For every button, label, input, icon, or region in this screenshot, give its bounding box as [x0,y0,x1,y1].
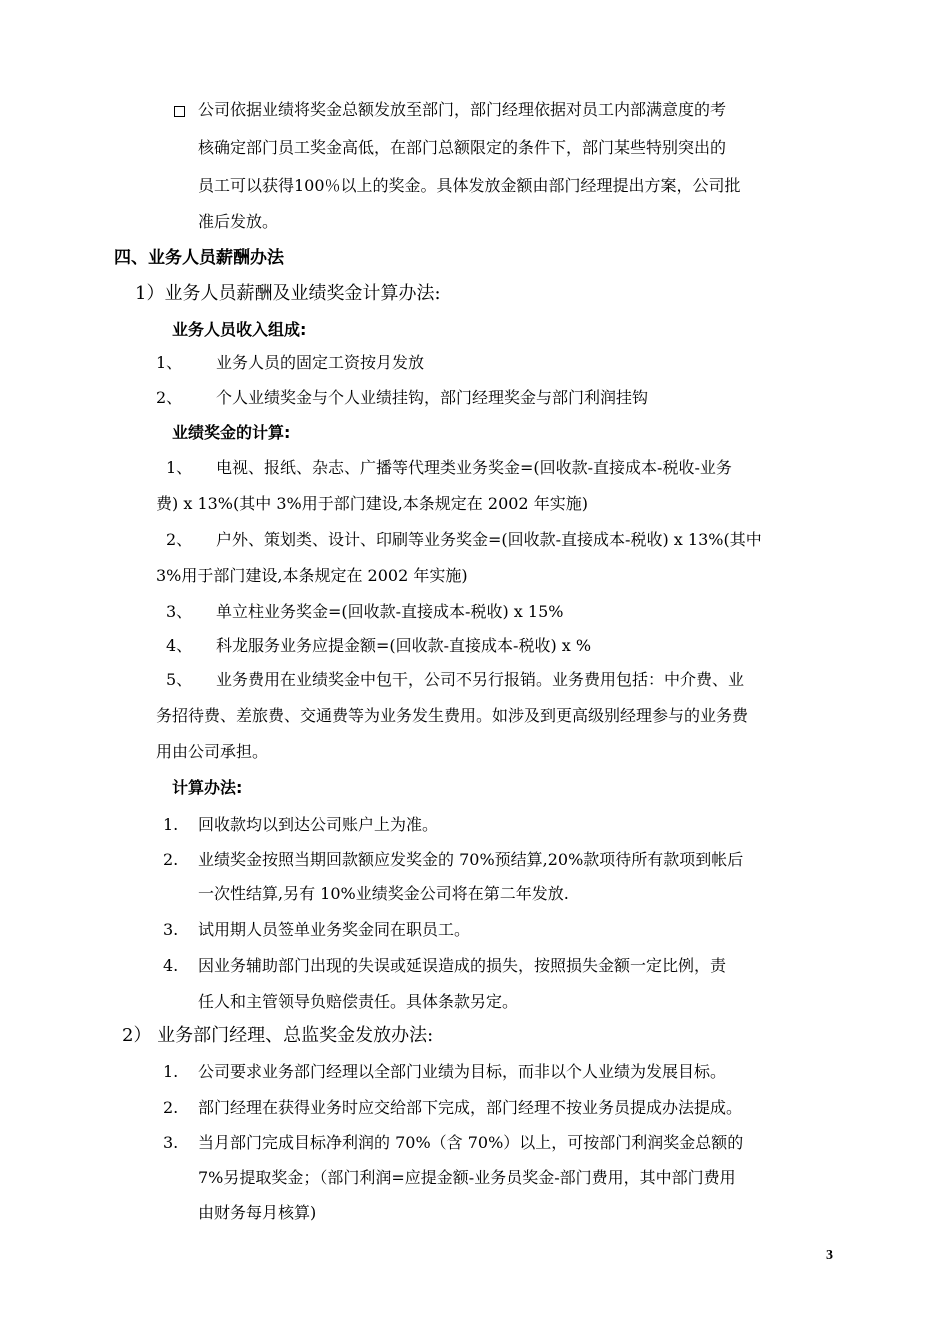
calc-title: 计算办法: [172,778,243,797]
calc-item-1-num: 1. [163,815,179,834]
manager-item-1-line1: 公司要求业务部门经理以全部门业绩为目标，而非以个人业绩为发展目标。 [198,1062,727,1081]
manager-item-3-line1: 当月部门完成目标净利润的 70%（含 70%）以上，可按部门利润奖金总额的 [198,1133,744,1152]
calc-item-3-num: 3. [163,920,179,939]
bonus-item-1-line1: 电视、报纸、杂志、广播等代理类业务奖金=(回收款-直接成本-税收-业务 [216,458,732,477]
calc-item-4-num: 4. [163,956,179,975]
income-item-2-num: 2、 [156,388,183,407]
income-item-1-text: 业务人员的固定工资按月发放 [216,353,425,372]
calc-item-2-num: 2. [163,850,179,869]
bonus-title: 业绩奖金的计算: [172,423,291,442]
bonus-item-4-num: 4、 [166,636,193,655]
manager-item-1-num: 1. [163,1062,179,1081]
bonus-item-5-num: 5、 [166,670,193,689]
bullet-line-3: 员工可以获得100％以上的奖金。具体发放金额由部门经理提出方案，公司批 [198,176,741,195]
bonus-item-5-line1: 业务费用在业绩奖金中包干，公司不另行报销。业务费用包括：中介费、业 [216,670,745,689]
bonus-item-5-line3: 用由公司承担。 [156,742,269,761]
calc-item-3-line1: 试用期人员签单业务奖金同在职员工。 [198,920,471,939]
bullet-line-1: 公司依据业绩将奖金总额发放至部门，部门经理依据对员工内部满意度的考 [198,100,727,119]
manager-item-3-num: 3. [163,1133,179,1152]
manager-item-3-line2: 7%另提取奖金；（部门利润=应提金额-业务员奖金-部门费用，其中部门费用 [198,1168,736,1187]
square-bullet-icon [174,106,185,117]
bonus-item-3-line1: 单立柱业务奖金=(回收款-直接成本-税收) x 15% [216,602,564,621]
calc-item-4-line1: 因业务辅助部门出现的失误或延误造成的损失，按照损失金额一定比例，责 [198,956,727,975]
manager-item-2-line1: 部门经理在获得业务时应交给部下完成，部门经理不按业务员提成办法提成。 [198,1098,743,1117]
calc-item-1-line1: 回收款均以到达公司账户上为准。 [198,815,439,834]
bonus-item-2-line2: 3%用于部门建设,本条规定在 2002 年实施) [156,566,468,585]
manager-item-3-line3: 由财务每月核算) [198,1203,317,1222]
income-item-2-text: 个人业绩奖金与个人业绩挂钩，部门经理奖金与部门利润挂钩 [216,388,649,407]
bonus-item-4-line1: 科龙服务业务应提金额=(回收款-直接成本-税收) x % [216,636,592,655]
bonus-item-2-line1: 户外、策划类、设计、印刷等业务奖金=(回收款-直接成本-税收) x 13%(其中 [216,530,762,549]
calc-item-4-line2: 任人和主管领导负赔偿责任。具体条款另定。 [198,992,519,1011]
bonus-item-1-num: 1、 [166,458,193,477]
bonus-item-5-line2: 务招待费、差旅费、交通费等为业务发生费用。如涉及到更高级别经理参与的业务费 [156,706,749,725]
manager-item-2-num: 2. [163,1098,179,1117]
calc-item-2-line1: 业绩奖金按照当期回款额应发奖金的 70%预结算,20%款项待所有款项到帐后 [198,850,744,869]
subsection-1-title: 1）业务人员薪酬及业绩奖金计算办法: [135,283,441,304]
income-item-1-num: 1、 [156,353,183,372]
bonus-item-2-num: 2、 [166,530,193,549]
income-title: 业务人员收入组成: [172,320,307,339]
bullet-line-4: 准后发放。 [198,212,279,231]
bonus-item-1-line2: 费) x 13%(其中 3%用于部门建设,本条规定在 2002 年实施) [156,494,588,513]
bonus-item-3-num: 3、 [166,602,193,621]
subsection-2-title: 2） 业务部门经理、总监奖金发放办法: [122,1025,434,1046]
page-number: 3 [826,1248,833,1263]
calc-item-2-line2: 一次性结算,另有 10%业绩奖金公司将在第二年发放. [198,884,569,903]
section-4-title: 四、业务人员薪酬办法 [114,248,284,268]
bullet-line-2: 核确定部门员工奖金高低，在部门总额限定的条件下，部门某些特别突出的 [198,138,727,157]
